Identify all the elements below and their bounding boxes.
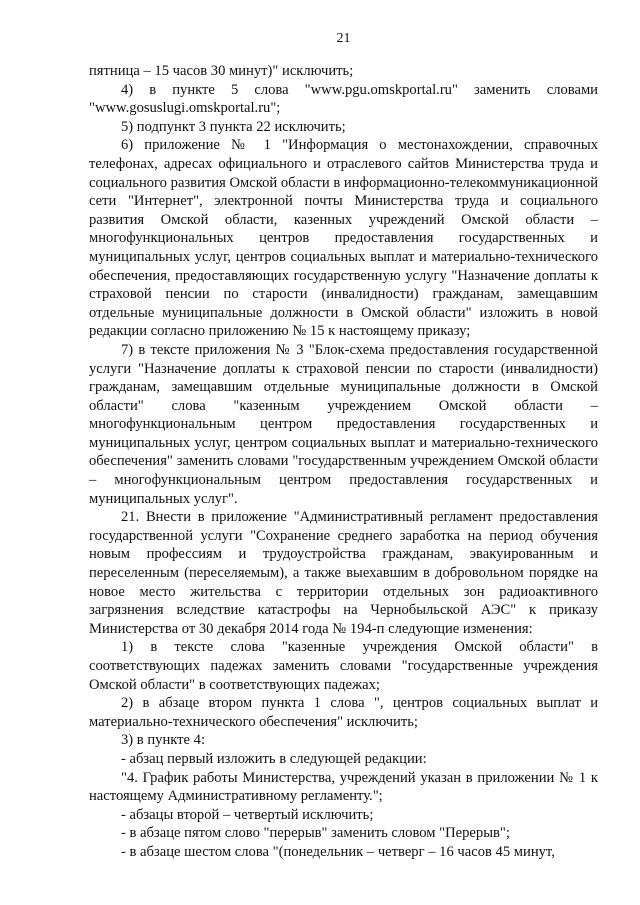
document-body: [89, 62, 598, 862]
paragraph-clause-21: 21. Внести в приложение "Административный регламент предоставления государственной услуги "Сохранение среднего заработка на период обучения новым профессиям и трудоустройства гражданам, эвакуированным и переселенным (переселяемым), а также выехавшим в добровольном порядке на новое место жительства с территории отдельных зон радиоактивного загрязнения вследствие катастрофы на Чернобыльской АЭС" к приказу Министерства от 30 декабря 2014 года № 194-п следующие изменения:: [89, 509, 598, 637]
paragraph-item-7: 7) в тексте приложения № 3 "Блок-схема предоставления государственной услуги "Назначение доплаты к страховой пенсии по старости (инвалидности) гражданам, замещавшим отдельные муниципальные должности в Омской области" слова "казенным учреждением Омской области – многофункциональным центром предоставления государственных и муниципальных услуг, центром социальных выплат и материально-технического обеспечения" заменить словами "государственным учреждением Омской области – многофункциональным центром предоставления государственных и муниципальных услуг".: [89, 341, 598, 507]
paragraph-sub-1: 1) в тексте слова "казенные учреждения Омской области" в соответствующих падежах заменить словами "государственные учреждения Омской области" в соответствующих падежах;: [89, 639, 598, 693]
paragraph-item-6: 6) приложение № 1 "Информация о местонахождении, справочных телефонах, адресах официального и отраслевого сайтов Министерства труда и социального развития Омской области в информационно-телекоммуникационной сети "Интернет", электронной почты Министерства труда и социального развития Омской области, казенных учреждений Омской области – многофункциональных центров предоставления государственных и муниципальных услуг, центров социальных выплат и материально-технического обеспечения, предоставляющих государственную услугу "Назначение доплаты к страховой пенсии по старости (инвалидности) гражданам, замещавшим отдельные муниципальные должности в Омской области" изложить в новой редакции согласно приложению № 15 к настоящему приказу;: [89, 137, 598, 340]
paragraph-dash-1: - абзац первый изложить в следующей редакции:: [121, 750, 427, 767]
paragraph-dash-3: - в абзаце пятом слово "перерыв" заменить словом "Перерыв";: [121, 825, 510, 842]
page-number: 21: [336, 31, 351, 46]
paragraph-continuation: пятница – 15 часов 30 минут)" исключить;: [89, 63, 354, 79]
paragraph-item-5: 5) подпункт 3 пункта 22 исключить;: [121, 118, 346, 135]
paragraph-sub-2: 2) в абзаце втором пункта 1 слова ", центров социальных выплат и материально-технического обеспечения" исключить;: [89, 695, 598, 730]
paragraph-dash-2: - абзацы второй – четвертый исключить;: [121, 806, 374, 823]
paragraph-quote-4: "4. График работы Министерства, учреждений указан в приложении № 1 к настоящему Административному регламенту.";: [89, 769, 598, 805]
paragraph-item-4: 4) в пункте 5 слова "www.pgu.omskportal.ru" заменить словами "www.gosuslugi.omskportal.ru";: [89, 81, 598, 117]
paragraph-dash-4: - в абзаце шестом слова "(понедельник – четверг – 16 часов 45 минут,: [121, 843, 555, 860]
paragraph-sub-3: 3) в пункте 4:: [121, 732, 206, 749]
